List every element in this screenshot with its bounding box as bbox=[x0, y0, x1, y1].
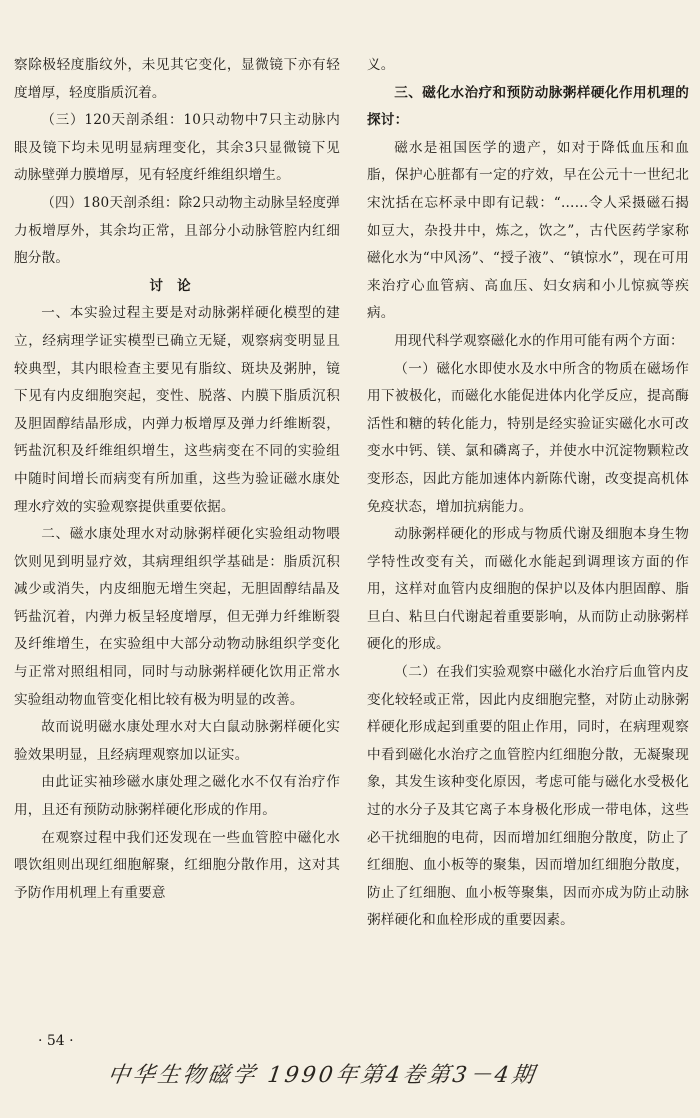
left-paragraph-6: 故而说明磁水康处理水对大白鼠动脉粥样硬化实验效果明显，且经病理观察加以证实。 bbox=[14, 719, 340, 763]
right-paragraph-2: 磁水是祖国医学的遗产，如对于降低血压和血脂，保护心脏都有一定的疗效，早在公元十一世纪北宋沈括在忘杯录中即有记载：“……令人采摄磁石揭如豆大，杂投井中，炼之，饮之”，古代医药学家称磁化水为“中风汤”、“授子液”、“镇惊水”，现在可用来治疗心血管病、高血压、妇女病和小儿惊疯等疾病。 bbox=[367, 139, 689, 322]
left-paragraph-1: 察除极轻度脂纹外，未见其它变化，显微镜下亦有轻度增厚，轻度脂质沉着。 bbox=[14, 57, 340, 101]
section-heading-discussion: 讨论 bbox=[149, 277, 205, 294]
right-paragraph-4: （一）磁化水即使水及水中所含的物质在磁场作用下被极化，而磁化水能促进体内化学反应，提高酶活性和糖的转化能力，特别是经实验证实磁化水可改变水中钙、镁、氯和磷离子，并使水中沉淀物颗粒改变形态，因此方能加速体内新陈代谢，改变提高机体免疫状态，增加抗病能力。 bbox=[367, 360, 689, 515]
left-paragraph-4: 一、本实验过程主要是对动脉粥样硬化模型的建立，经病理学证实模型已确立无疑，观察病变明显且较典型，其内眼检查主要见有脂纹、斑块及粥肿，镜下见有内皮细胞突起，变性、脱落、内膜下脂质沉积及胆固醇结晶形成，内弹力板增厚及弹力纤维断裂，钙盐沉积及纤维组织增生，这些病变在不同的实验组中随时间增长而病变有所加重，这些为验证磁水康处理水疗效的实验观察提供重要依据。 bbox=[14, 305, 340, 515]
section-subheading-mechanism: 三、磁化水治疗和预防动脉粥样硬化作用机理的探讨： bbox=[367, 84, 689, 129]
left-paragraph-8: 在观察过程中我们还发现在一些血管腔中磁化水喂饮组则出现红细胞解聚，红细胞分散作用，这对其予防作用机理上有重要意 bbox=[14, 829, 340, 901]
right-paragraph-6: （二）在我们实验观察中磁化水治疗后血管内皮变化较轻或正常，因此内皮细胞完整，对防止动脉粥样硬化形成起到重要的阻止作用，同时，在病理观察中看到磁化水治疗之血管腔内红细胞分散，无凝聚现象，其发生该种变化原因，考虑可能与磁化水受极化过的水分子及其它离子本身极化形成一带电体，这些必干扰细胞的电荷，因而增加红细胞分散度，防止了红细胞、血小板等的聚集，因而增加红细胞分散度，防止了红细胞、血小板等聚集，因而亦成为防止动脉粥样硬化和血栓形成的重要因素。 bbox=[367, 664, 689, 929]
right-paragraph-1: 义。 bbox=[367, 57, 395, 73]
right-column bbox=[367, 52, 689, 935]
right-paragraph-3: 用现代科学观察磁化水的作用可能有两个方面： bbox=[394, 332, 684, 349]
handwritten-footer-note: 中华生物磁学 1990年第4卷第3－4期 bbox=[105, 1063, 539, 1088]
left-column bbox=[14, 52, 340, 907]
left-paragraph-5: 二、磁水康处理水对动脉粥样硬化实验组动物喂饮则见到明显疗效，其病理组织学基础是：脂质沉积减少或消失，内皮细胞无增生突起，无胆固醇结晶及钙盐沉着，内弹力板呈轻度增厚，但无弹力纤维断裂及纤维增生，在实验组中大部分动物动脉组织学变化与正常对照组相同，同时与动脉粥样硬化饮用正常水实验组动物血管变化相比较有极为明显的改善。 bbox=[14, 526, 340, 708]
left-paragraph-2: （三）120天剖杀组：10只动物中7只主动脉内眼及镜下均未见明显病理变化，其余3只显微镜下见动脉壁弹力膜增厚，见有轻度纤维组织增生。 bbox=[14, 112, 340, 184]
left-paragraph-3: （四）180天剖杀组：除2只动物主动脉呈轻度弹力板增厚外，其余均正常，且部分小动脉管腔内红细胞分散。 bbox=[14, 194, 340, 267]
page-number: · 54 · bbox=[38, 1033, 74, 1049]
left-paragraph-7: 由此证实袖珍磁水康处理之磁化水不仅有治疗作用，且还有预防动脉粥样硬化形成的作用。 bbox=[14, 774, 340, 819]
right-paragraph-5: 动脉粥样硬化的形成与物质代谢及细胞本身生物学特性改变有关，而磁化水能起到调理该方面的作用，这样对血管内皮细胞的保护以及体内胆固醇、脂旦白、粘旦白代谢起着重要影响，从而防止动脉粥样硬化的形成。 bbox=[367, 526, 689, 653]
